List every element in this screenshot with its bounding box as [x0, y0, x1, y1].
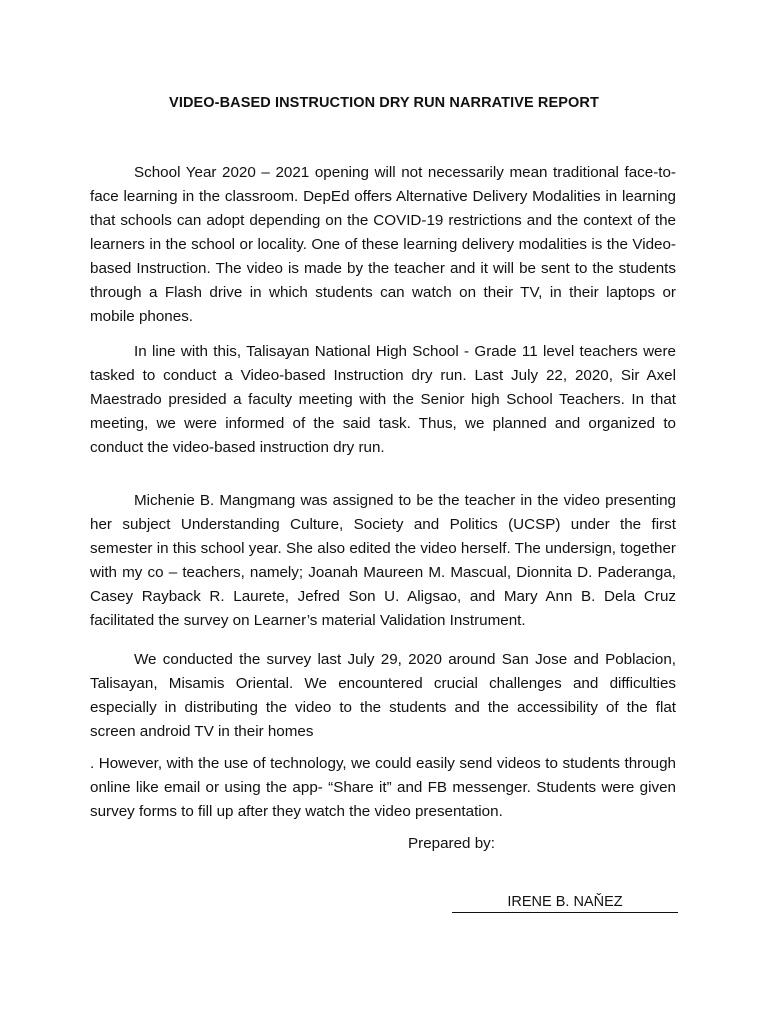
paragraph-technology: . However, with the use of technology, we could easily send videos to students through online like email or using the app- “Share it” and FB messenger. Students were given survey forms to fill up after they watch the video presentation. — [90, 755, 676, 820]
prepared-by-label: Prepared by: — [408, 835, 495, 852]
signatory-name: IRENE B. NAŇEZ — [452, 893, 678, 913]
paragraph-video-teacher: Michenie B. Mangmang was assigned to be the teacher in the video presenting her subject Understanding Culture, Society and Politics (UCSP) under the first semester in this school year. She also edited the video herself. The undersign, together with my co – teachers, namely; Joanah Maureen M. Mascual, Dionnita D. Paderanga, Casey Rayback R. Laurete, Jefred Son U. Aligsao, and Mary Ann B. Dela Cruz facilitated the survey on Learner’s material Validation Instrument. — [90, 492, 676, 629]
paragraph-school-year: School Year 2020 – 2021 opening will not necessarily mean traditional face-to-face learning in the classroom. DepEd offers Alternative Delivery Modalities in learning that schools can adopt depending on the COVID-19 restrictions and the context of the learners in the school or locality. One of these learning delivery modalities is the Video-based Instruction. The video is made by the teacher and it will be sent to the students through a Flash drive in which students can watch on their TV, in their laptops or mobile phones. — [90, 164, 676, 325]
paragraph-survey: We conducted the survey last July 29, 2020 around San Jose and Poblacion, Talisayan, Misamis Oriental. We encountered crucial challenges and difficulties especially in distributing the video to the students and the accessibility of the flat screen android TV in their homes — [90, 651, 676, 740]
paragraph-faculty-meeting: In line with this, Talisayan National High School - Grade 11 level teachers were tasked to conduct a Video-based Instruction dry run. Last July 22, 2020, Sir Axel Maestrado presided a faculty meeting with the Senior high School Teachers. In that meeting, we were informed of the said task. Thus, we planned and organized to conduct the video-based instruction dry run. — [90, 343, 676, 456]
document-title: VIDEO-BASED INSTRUCTION DRY RUN NARRATIVE REPORT — [169, 95, 599, 111]
